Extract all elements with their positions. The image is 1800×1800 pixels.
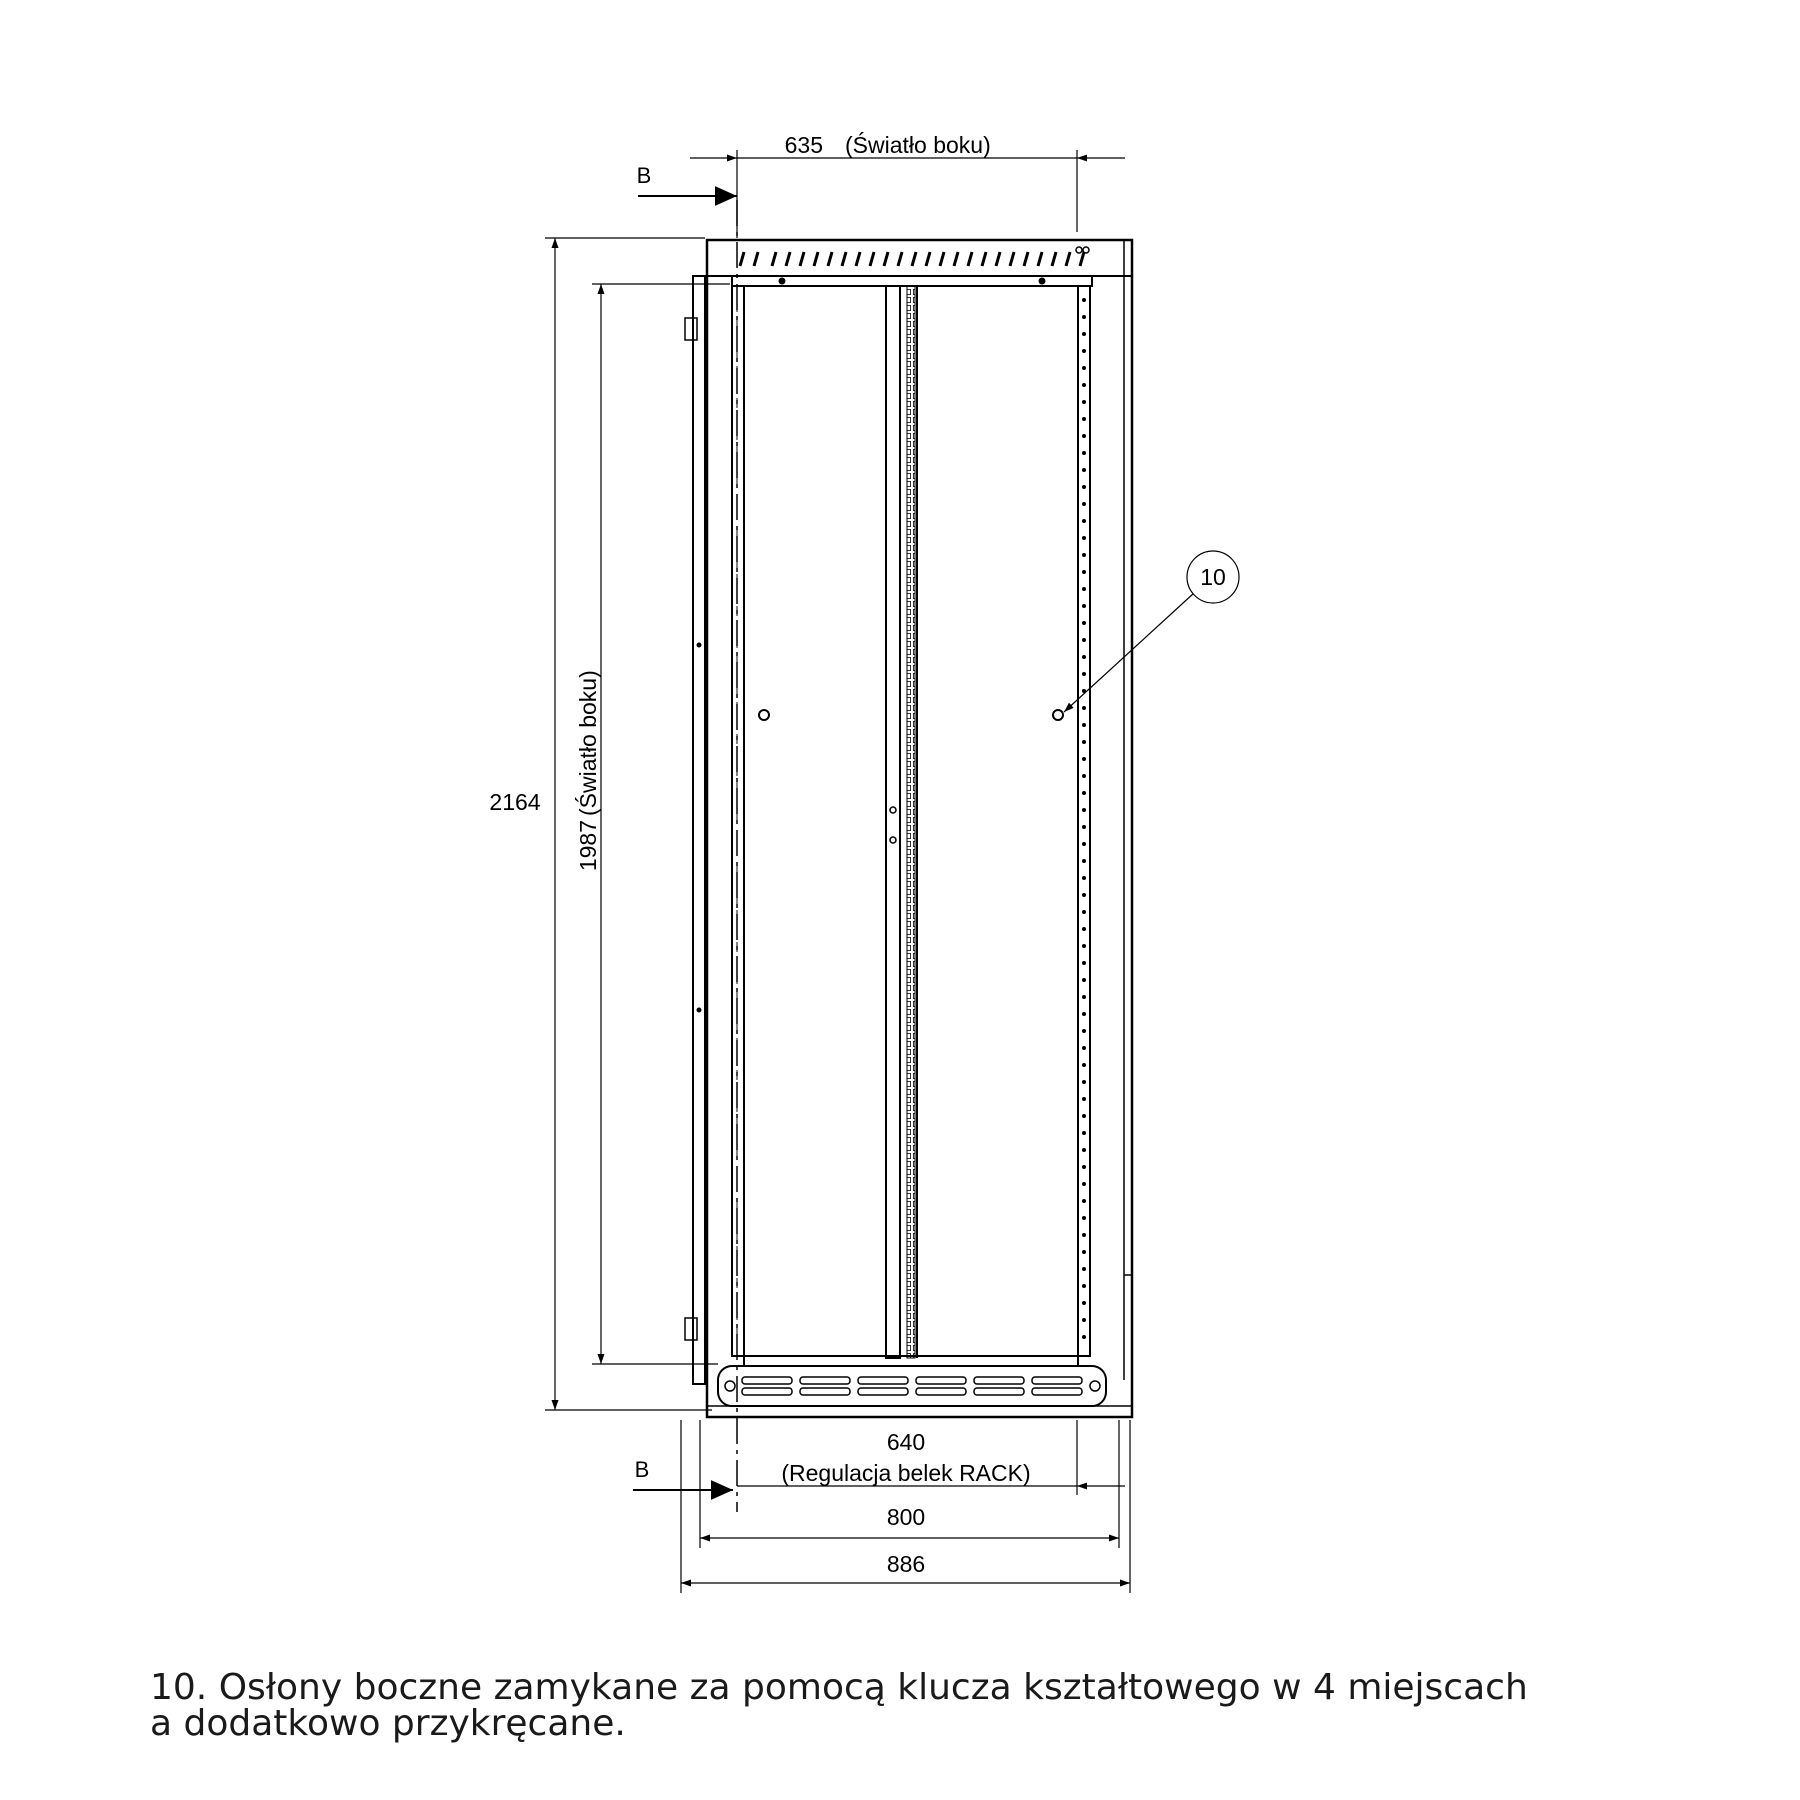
right-rack-post bbox=[1078, 286, 1090, 1356]
callout-balloon bbox=[1187, 551, 1239, 603]
plinth-vent-slots bbox=[742, 1377, 1082, 1395]
total-height-value: 2164 bbox=[489, 789, 541, 815]
section-line-b bbox=[633, 163, 737, 1512]
center-rack-rail bbox=[886, 286, 900, 1358]
side-door-panel bbox=[693, 276, 705, 1384]
section-mark-top: B bbox=[636, 163, 652, 188]
callout-leader bbox=[1064, 593, 1194, 712]
width-800-value: 800 bbox=[886, 1504, 926, 1530]
side-panel-lock-hole bbox=[1053, 710, 1063, 720]
caption-line-2: a dodatkowo przykręcane. bbox=[150, 1703, 626, 1744]
callout-number: 10 bbox=[1200, 564, 1226, 590]
top-width-note: (Światło boku) bbox=[845, 132, 991, 158]
top-rail bbox=[732, 276, 1092, 286]
rack-adjust-value: 640 bbox=[886, 1429, 926, 1455]
center-rail-holes bbox=[907, 286, 915, 1358]
plinth-vent-panel bbox=[718, 1366, 1106, 1406]
width-886-value: 886 bbox=[886, 1551, 926, 1577]
rack-post-mounting-holes bbox=[1082, 298, 1086, 1339]
top-width-value: 635 bbox=[784, 132, 823, 158]
top-vent-slots bbox=[740, 252, 1084, 266]
side-panel-lock-hole bbox=[759, 710, 769, 720]
section-mark-bottom: B bbox=[634, 1457, 650, 1482]
cabinet-body bbox=[685, 240, 1132, 1417]
inner-height-value: 1987 bbox=[575, 820, 601, 872]
rack-adjust-note: (Regulacja belek RACK) bbox=[781, 1460, 1031, 1486]
left-rack-post bbox=[732, 286, 744, 1356]
caption-note bbox=[150, 1667, 1710, 1744]
inner-height-note: (Światło boku) bbox=[575, 670, 601, 816]
caption-line-1: 10. Osłony boczne zamykane za pomocą klucza kształtowego w 4 miejscach bbox=[150, 1667, 1528, 1708]
cabinet-outer-frame bbox=[707, 240, 1132, 1417]
